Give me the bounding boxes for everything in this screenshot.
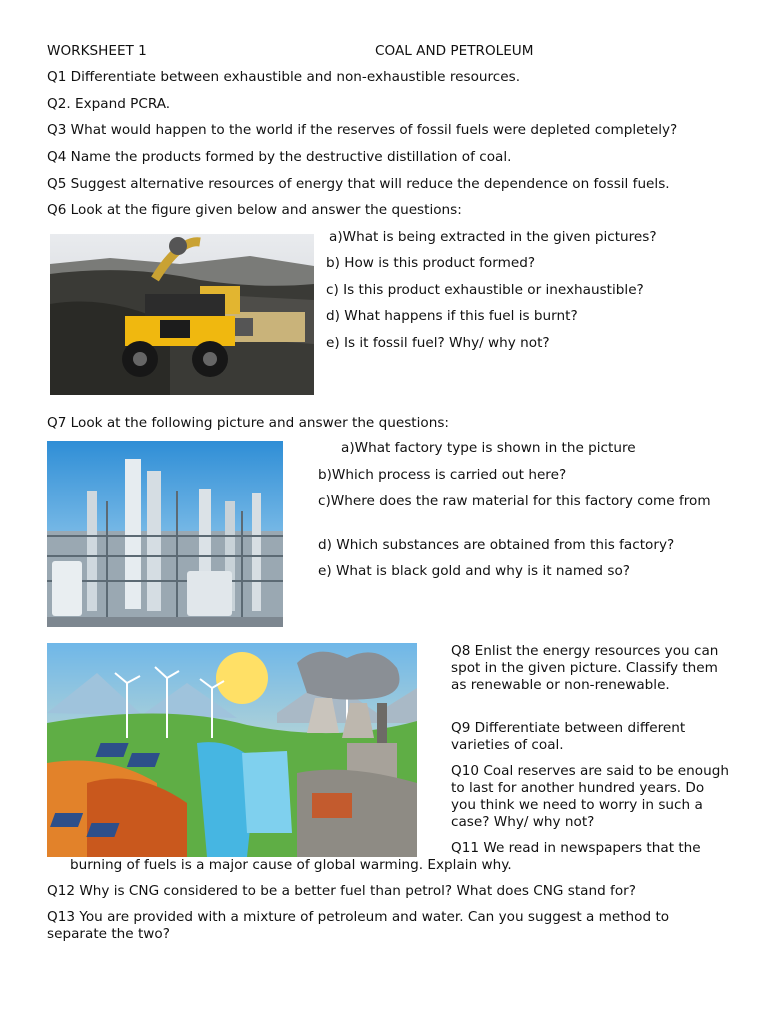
question-7-part-a: a)What factory type is shown in the picture [341, 440, 636, 456]
question-5: Q5 Suggest alternative resources of energy that will reduce the dependence on fossil fuels. [47, 176, 670, 192]
coal-mining-image [50, 234, 314, 395]
question-7-part-e: e) What is black gold and why is it named so? [318, 563, 630, 579]
question-7: Q7 Look at the following picture and answer the questions: [47, 415, 450, 431]
worksheet-number: WORKSHEET 1 [47, 43, 147, 59]
question-11: Q11 We read in newspapers that the [451, 840, 701, 856]
question-6-part-d: d) What happens if this fuel is burnt? [326, 308, 578, 324]
worksheet-title: COAL AND PETROLEUM [375, 43, 534, 59]
question-6-part-b: b) How is this product formed? [326, 255, 536, 271]
question-4: Q4 Name the products formed by the destructive distillation of coal. [47, 149, 512, 165]
question-6-part-a: a)What is being extracted in the given pictures? [329, 229, 657, 245]
energy-resources-image [47, 643, 417, 857]
question-6: Q6 Look at the figure given below and answer the questions: [47, 202, 462, 218]
question-10: Q10 Coal reserves are said to be enough to last for another hundred years. Do you think we need to worry in such a case? Why/ why not? [451, 763, 729, 830]
oil-refinery-image [47, 441, 283, 627]
question-3: Q3 What would happen to the world if the reserves of fossil fuels were depleted completely? [47, 122, 678, 138]
question-6-part-c: c) Is this product exhaustible or inexhaustible? [326, 282, 644, 298]
question-11-continued: burning of fuels is a major cause of global warming. Explain why. [70, 857, 512, 873]
question-2: Q2. Expand PCRA. [47, 96, 171, 112]
question-6-part-e: e) Is it fossil fuel? Why/ why not? [326, 335, 550, 351]
question-1: Q1 Differentiate between exhaustible and non-exhaustible resources. [47, 69, 521, 85]
question-12: Q12 Why is CNG considered to be a better fuel than petrol? What does CNG stand for? [47, 883, 636, 899]
question-7-part-c: c)Where does the raw material for this factory come from [318, 493, 711, 509]
question-7-part-b: b)Which process is carried out here? [318, 467, 567, 483]
question-9: Q9 Differentiate between different varieties of coal. [451, 720, 686, 753]
question-7-part-d: d) Which substances are obtained from this factory? [318, 537, 675, 553]
question-13: Q13 You are provided with a mixture of petroleum and water. Can you suggest a method to separate the two? [47, 909, 670, 942]
question-8: Q8 Enlist the energy resources you can spot in the given picture. Classify them as renewable or non-renewable. [451, 643, 719, 693]
